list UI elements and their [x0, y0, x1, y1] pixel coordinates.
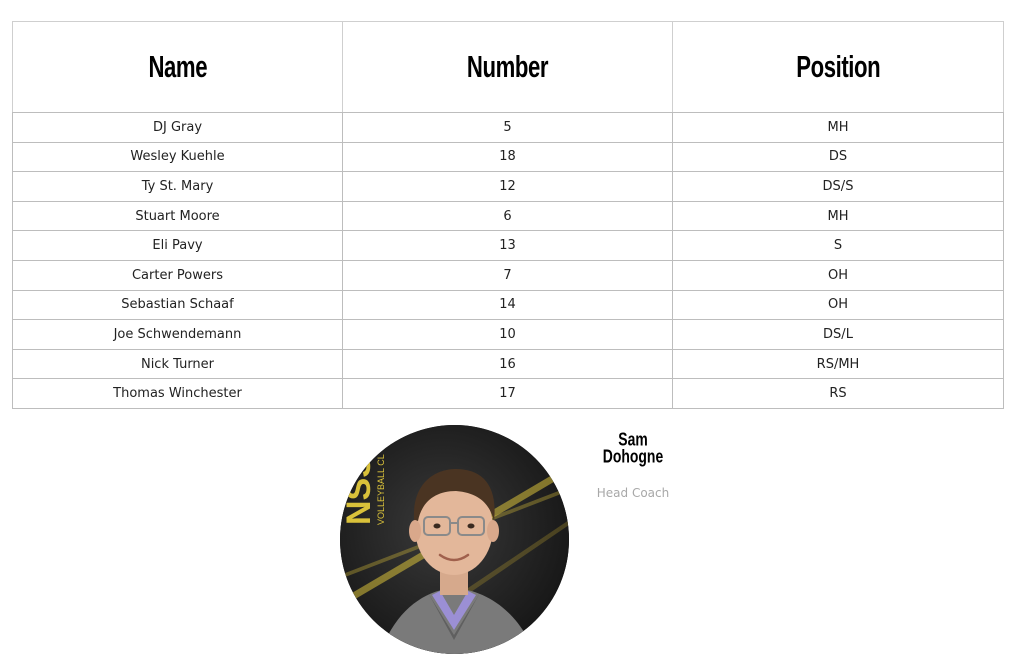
player-name: Stuart Moore: [13, 201, 343, 231]
player-name: Thomas Winchester: [13, 379, 343, 409]
player-position: S: [673, 231, 1004, 261]
player-name: Eli Pavy: [13, 231, 343, 261]
player-position: OH: [673, 260, 1004, 290]
table-row: [13, 349, 1004, 379]
table-row: [13, 260, 1004, 290]
player-position: DS/S: [673, 172, 1004, 202]
table-row: [13, 290, 1004, 320]
player-name: Wesley Kuehle: [13, 142, 343, 172]
player-number: 12: [343, 172, 673, 202]
coach-photo-graphic: [340, 425, 569, 654]
player-number: 6: [343, 201, 673, 231]
player-position: RS/MH: [673, 349, 1004, 379]
player-position: OH: [673, 290, 1004, 320]
photo-logo-text: NSS: [340, 455, 378, 525]
table-row: [13, 379, 1004, 409]
player-name: Joe Schwendemann: [13, 320, 343, 350]
player-number: 14: [343, 290, 673, 320]
player-number: 17: [343, 379, 673, 409]
coach-role: Head Coach: [596, 486, 670, 500]
table-row: [13, 142, 1004, 172]
player-position: MH: [673, 113, 1004, 143]
coach-first-name: Sam: [618, 429, 648, 450]
table-row: [13, 231, 1004, 261]
photo-logo-subtext: VOLLEYBALL CL: [376, 454, 386, 525]
player-position: DS: [673, 142, 1004, 172]
player-name: Carter Powers: [13, 260, 343, 290]
player-position: RS: [673, 379, 1004, 409]
table-row: [13, 172, 1004, 202]
header-name: Name: [13, 22, 343, 113]
player-number: 18: [343, 142, 673, 172]
roster-header-row: [13, 22, 1004, 113]
table-row: [13, 320, 1004, 350]
table-row: [13, 113, 1004, 143]
player-number: 10: [343, 320, 673, 350]
player-number: 7: [343, 260, 673, 290]
coach-name: [583, 431, 683, 465]
player-number: 16: [343, 349, 673, 379]
player-name: Sebastian Schaaf: [13, 290, 343, 320]
coach-last-name: Dohogne: [602, 446, 664, 467]
player-name: DJ Gray: [13, 113, 343, 143]
player-name: Ty St. Mary: [13, 172, 343, 202]
player-position: MH: [673, 201, 1004, 231]
header-position: Position: [673, 22, 1004, 113]
player-name: Nick Turner: [13, 349, 343, 379]
coach-photo: [340, 425, 569, 654]
player-number: 5: [343, 113, 673, 143]
header-number: Number: [343, 22, 673, 113]
player-position: DS/L: [673, 320, 1004, 350]
roster-table: [12, 21, 1004, 409]
player-number: 13: [343, 231, 673, 261]
table-row: [13, 201, 1004, 231]
